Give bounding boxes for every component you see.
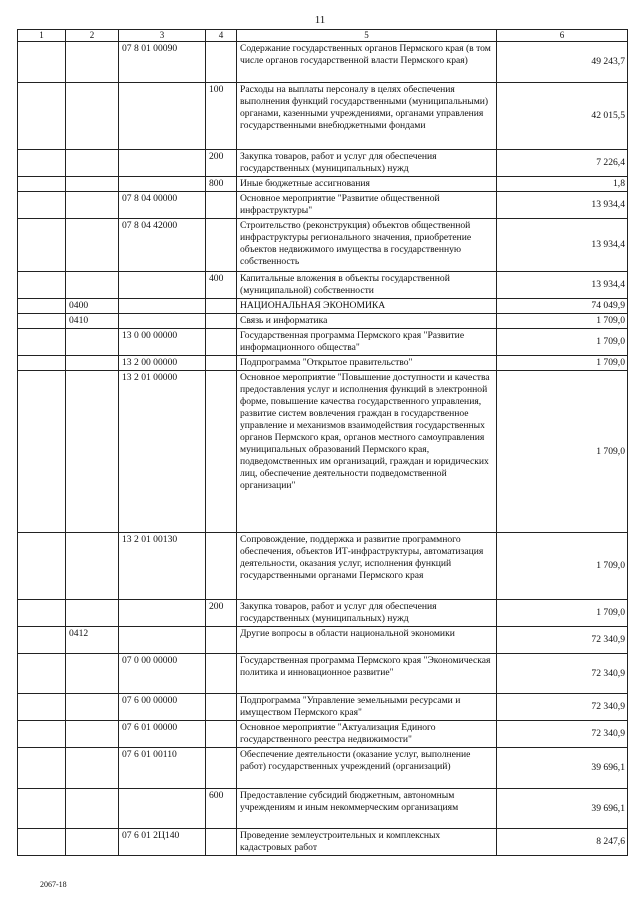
- section-cell: [18, 627, 66, 654]
- description-cell: Подпрограмма "Управление земельными ресурсами и имуществом Пермского края": [237, 694, 497, 721]
- header-cell: 6: [497, 30, 628, 42]
- expense-type-cell: [206, 42, 237, 83]
- description-cell: НАЦИОНАЛЬНАЯ ЭКОНОМИКА: [237, 299, 497, 314]
- header-cell: 3: [119, 30, 206, 42]
- description-cell: Закупка товаров, работ и услуг для обеспечения государственных (муниципальных) нужд: [237, 150, 497, 177]
- description-cell: Обеспечение деятельности (оказание услуг, выполнение работ) государственных учреждений (организаций): [237, 748, 497, 789]
- subsection-cell: [66, 177, 119, 192]
- header-row: [18, 30, 628, 42]
- amount-cell: 1 709,0: [497, 371, 628, 533]
- amount-cell: 1 709,0: [497, 356, 628, 371]
- target-article-cell: 07 6 00 00000: [119, 694, 206, 721]
- expense-type-cell: [206, 721, 237, 748]
- subsection-cell: [66, 150, 119, 177]
- target-article-cell: 07 0 00 00000: [119, 654, 206, 694]
- description-cell: Предоставление субсидий бюджетным, автономным учреждениям и иным некоммерческим организациям: [237, 789, 497, 829]
- amount-cell: 39 696,1: [497, 748, 628, 789]
- table-row: [18, 533, 628, 600]
- amount-cell: 49 243,7: [497, 42, 628, 83]
- section-cell: [18, 219, 66, 272]
- table-row: [18, 42, 628, 83]
- subsection-cell: [66, 329, 119, 356]
- table-row: [18, 829, 628, 856]
- target-article-cell: 07 8 01 00090: [119, 42, 206, 83]
- section-cell: [18, 314, 66, 329]
- target-article-cell: 13 2 00 00000: [119, 356, 206, 371]
- table-row: [18, 177, 628, 192]
- table-row: [18, 627, 628, 654]
- section-cell: [18, 721, 66, 748]
- amount-cell: 1,8: [497, 177, 628, 192]
- table-row: [18, 789, 628, 829]
- subsection-cell: [66, 42, 119, 83]
- table-row: [18, 721, 628, 748]
- section-cell: [18, 83, 66, 150]
- description-cell: Строительство (реконструкция) объектов общественной инфраструктуры регионального значения, приобретение объектов недвижимого имущества в государственную собственность: [237, 219, 497, 272]
- expense-type-cell: [206, 654, 237, 694]
- description-cell: Проведение землеустроительных и комплексных кадастровых работ: [237, 829, 497, 856]
- subsection-cell: [66, 654, 119, 694]
- subsection-cell: 0412: [66, 627, 119, 654]
- table-body: [18, 42, 628, 856]
- section-cell: [18, 177, 66, 192]
- target-article-cell: [119, 627, 206, 654]
- table-row: [18, 371, 628, 533]
- budget-table: [17, 29, 628, 856]
- description-cell: Государственная программа Пермского края "Экономическая политика и инновационное развитие": [237, 654, 497, 694]
- description-cell: Другие вопросы в области национальной экономики: [237, 627, 497, 654]
- header-cell: 5: [237, 30, 497, 42]
- description-cell: Основное мероприятие "Развитие общественной инфраструктуры": [237, 192, 497, 219]
- subsection-cell: [66, 192, 119, 219]
- table-row: [18, 192, 628, 219]
- target-article-cell: [119, 299, 206, 314]
- table-row: [18, 694, 628, 721]
- target-article-cell: 07 6 01 00110: [119, 748, 206, 789]
- subsection-cell: [66, 356, 119, 371]
- document-code: 2067-18: [40, 880, 67, 889]
- amount-cell: 8 247,6: [497, 829, 628, 856]
- expense-type-cell: [206, 299, 237, 314]
- table-row: [18, 600, 628, 627]
- table-row: [18, 219, 628, 272]
- subsection-cell: [66, 600, 119, 627]
- table-row: [18, 329, 628, 356]
- table-row: [18, 654, 628, 694]
- expense-type-cell: [206, 694, 237, 721]
- description-cell: Капитальные вложения в объекты государственной (муниципальной) собственности: [237, 272, 497, 299]
- amount-cell: 7 226,4: [497, 150, 628, 177]
- table-row: [18, 299, 628, 314]
- amount-cell: 72 340,9: [497, 694, 628, 721]
- expense-type-cell: [206, 192, 237, 219]
- target-article-cell: [119, 600, 206, 627]
- description-cell: Расходы на выплаты персоналу в целях обеспечения выполнения функций государственными (муниципальными) органами, казенными учреждениями, органами управления государственными внебюджетными фондами: [237, 83, 497, 150]
- section-cell: [18, 600, 66, 627]
- section-cell: [18, 329, 66, 356]
- expense-type-cell: [206, 533, 237, 600]
- amount-cell: 13 934,4: [497, 272, 628, 299]
- subsection-cell: 0410: [66, 314, 119, 329]
- target-article-cell: 07 8 04 42000: [119, 219, 206, 272]
- amount-cell: 13 934,4: [497, 219, 628, 272]
- target-article-cell: [119, 83, 206, 150]
- description-cell: Подпрограмма "Открытое правительство": [237, 356, 497, 371]
- target-article-cell: [119, 314, 206, 329]
- subsection-cell: [66, 83, 119, 150]
- amount-cell: 72 340,9: [497, 654, 628, 694]
- expense-type-cell: [206, 219, 237, 272]
- expense-type-cell: [206, 356, 237, 371]
- expense-type-cell: 600: [206, 789, 237, 829]
- table-row: [18, 272, 628, 299]
- expense-type-cell: 800: [206, 177, 237, 192]
- header-cell: 4: [206, 30, 237, 42]
- section-cell: [18, 272, 66, 299]
- expense-type-cell: 200: [206, 600, 237, 627]
- section-cell: [18, 533, 66, 600]
- subsection-cell: [66, 694, 119, 721]
- target-article-cell: 13 0 00 00000: [119, 329, 206, 356]
- subsection-cell: [66, 533, 119, 600]
- table-row: [18, 356, 628, 371]
- expense-type-cell: 100: [206, 83, 237, 150]
- subsection-cell: [66, 789, 119, 829]
- subsection-cell: [66, 829, 119, 856]
- section-cell: [18, 789, 66, 829]
- table-row: [18, 83, 628, 150]
- description-cell: Связь и информатика: [237, 314, 497, 329]
- subsection-cell: [66, 219, 119, 272]
- subsection-cell: [66, 748, 119, 789]
- subsection-cell: [66, 371, 119, 533]
- description-cell: Закупка товаров, работ и услуг для обеспечения государственных (муниципальных) нужд: [237, 600, 497, 627]
- target-article-cell: [119, 272, 206, 299]
- expense-type-cell: 200: [206, 150, 237, 177]
- amount-cell: 39 696,1: [497, 789, 628, 829]
- amount-cell: 1 709,0: [497, 533, 628, 600]
- subsection-cell: [66, 721, 119, 748]
- amount-cell: 42 015,5: [497, 83, 628, 150]
- subsection-cell: [66, 272, 119, 299]
- description-cell: Сопровождение, поддержка и развитие программного обеспечения, объектов ИТ-инфраструктуры, автоматизация деятельности, оказания услуг, исполнения функций государственными органами Пермского края: [237, 533, 497, 600]
- expense-type-cell: [206, 829, 237, 856]
- description-cell: Иные бюджетные ассигнования: [237, 177, 497, 192]
- target-article-cell: 13 2 01 00000: [119, 371, 206, 533]
- description-cell: Основное мероприятие "Актуализация Единого государственного реестра недвижимости": [237, 721, 497, 748]
- section-cell: [18, 192, 66, 219]
- target-article-cell: [119, 789, 206, 829]
- expense-type-cell: [206, 748, 237, 789]
- description-cell: Содержание государственных органов Пермского края (в том числе органов государственной власти Пермского края): [237, 42, 497, 83]
- section-cell: [18, 299, 66, 314]
- section-cell: [18, 694, 66, 721]
- amount-cell: 1 709,0: [497, 329, 628, 356]
- table-row: [18, 748, 628, 789]
- section-cell: [18, 654, 66, 694]
- table-row: [18, 150, 628, 177]
- section-cell: [18, 748, 66, 789]
- expense-type-cell: 400: [206, 272, 237, 299]
- target-article-cell: [119, 150, 206, 177]
- expense-type-cell: [206, 314, 237, 329]
- expense-type-cell: [206, 329, 237, 356]
- section-cell: [18, 150, 66, 177]
- header-cell: 1: [18, 30, 66, 42]
- expense-type-cell: [206, 371, 237, 533]
- target-article-cell: 07 6 01 00000: [119, 721, 206, 748]
- amount-cell: 1 709,0: [497, 600, 628, 627]
- amount-cell: 13 934,4: [497, 192, 628, 219]
- expense-type-cell: [206, 627, 237, 654]
- amount-cell: 72 340,9: [497, 721, 628, 748]
- section-cell: [18, 42, 66, 83]
- subsection-cell: 0400: [66, 299, 119, 314]
- target-article-cell: 07 8 04 00000: [119, 192, 206, 219]
- header-cell: 2: [66, 30, 119, 42]
- amount-cell: 1 709,0: [497, 314, 628, 329]
- section-cell: [18, 371, 66, 533]
- amount-cell: 72 340,9: [497, 627, 628, 654]
- target-article-cell: 13 2 01 00130: [119, 533, 206, 600]
- page-number: 11: [314, 14, 326, 26]
- description-cell: Основное мероприятие "Повышение доступности и качества предоставления услуг и исполнения функций в электронной форме, повышение качества государственного управления, развитие систем вовлечения граждан в государственное управление и механизмов взаимодействия государственных органов Пермского края, органов местного самоуправления муниципальных образований Пермского края, подведомственных им организаций, граждан и юридических лиц, обеспечение деятельности подведомственной организации": [237, 371, 497, 533]
- amount-cell: 74 049,9: [497, 299, 628, 314]
- target-article-cell: [119, 177, 206, 192]
- description-cell: Государственная программа Пермского края "Развитие информационного общества": [237, 329, 497, 356]
- target-article-cell: 07 6 01 2Ц140: [119, 829, 206, 856]
- section-cell: [18, 829, 66, 856]
- section-cell: [18, 356, 66, 371]
- table-row: [18, 314, 628, 329]
